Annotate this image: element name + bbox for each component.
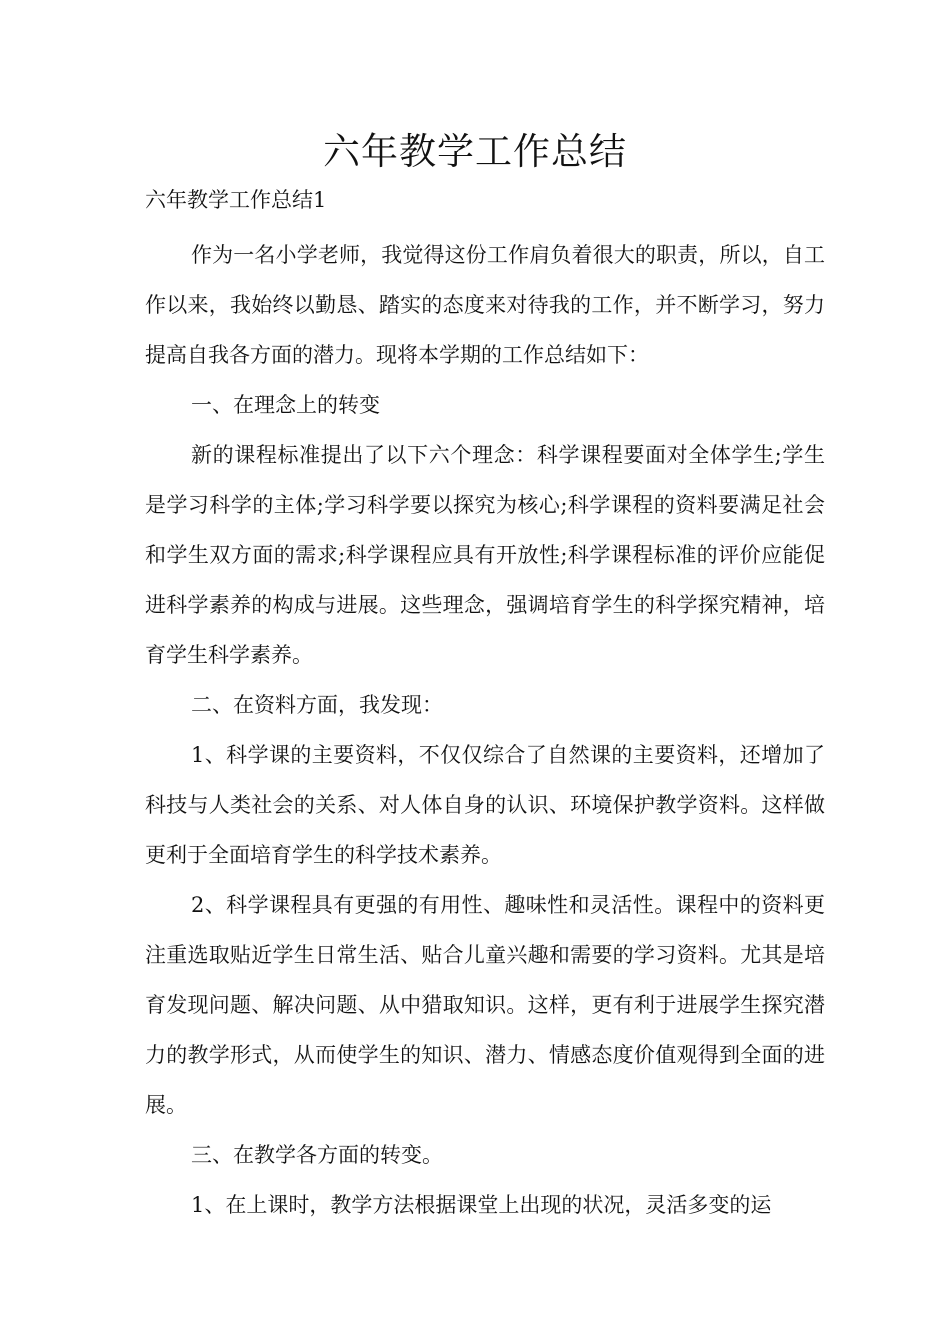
paragraph-concepts: 新的课程标准提出了以下六个理念：科学课程要面对全体学生;学生是学习科学的主体;学习科学要以探究为核心;科学课程的资料要满足社会和学生双方面的需求;科学课程应具有开放性;科学课程标准的评价应能促进科学素养的构成与进展。这些理念，强调培育学生的科学探究精神，培育学生科学素养。 bbox=[145, 443, 825, 667]
section-heading-1: 一、在理念上的转变 bbox=[191, 393, 380, 417]
document-subtitle: 六年教学工作总结1 bbox=[145, 188, 327, 212]
document-title: 六年教学工作总结 bbox=[323, 130, 627, 173]
paragraph-content-1: 1、科学课的主要资料，不仅仅综合了自然课的主要资料，还增加了科技与人类社会的关系、对人体自身的认识、环境保护教学资料。这样做更利于全面培育学生的科学技术素养。 bbox=[145, 743, 825, 867]
paragraph-content-2: 2、科学课程具有更强的有用性、趣味性和灵活性。课程中的资料更注重选取贴近学生日常生活、贴合儿童兴趣和需要的学习资料。尤其是培育发现问题、解决问题、从中猎取知识。这样，更有利于进展学生探究潜力的教学形式，从而使学生的知识、潜力、情感态度价值观得到全面的进展。 bbox=[145, 893, 825, 1117]
paragraph-teaching-1: 1、在上课时，教学方法根据课堂上出现的状况，灵活多变的运 bbox=[191, 1193, 772, 1217]
section-heading-3: 三、在教学各方面的转变。 bbox=[191, 1143, 443, 1167]
document-body bbox=[145, 230, 825, 1230]
section-heading-2: 二、在资料方面，我发现： bbox=[191, 693, 443, 717]
paragraph-intro: 作为一名小学老师，我觉得这份工作肩负着很大的职责，所以，自工作以来，我始终以勤恳、踏实的态度来对待我的工作，并不断学习，努力提高自我各方面的潜力。现将本学期的工作总结如下： bbox=[145, 243, 825, 367]
